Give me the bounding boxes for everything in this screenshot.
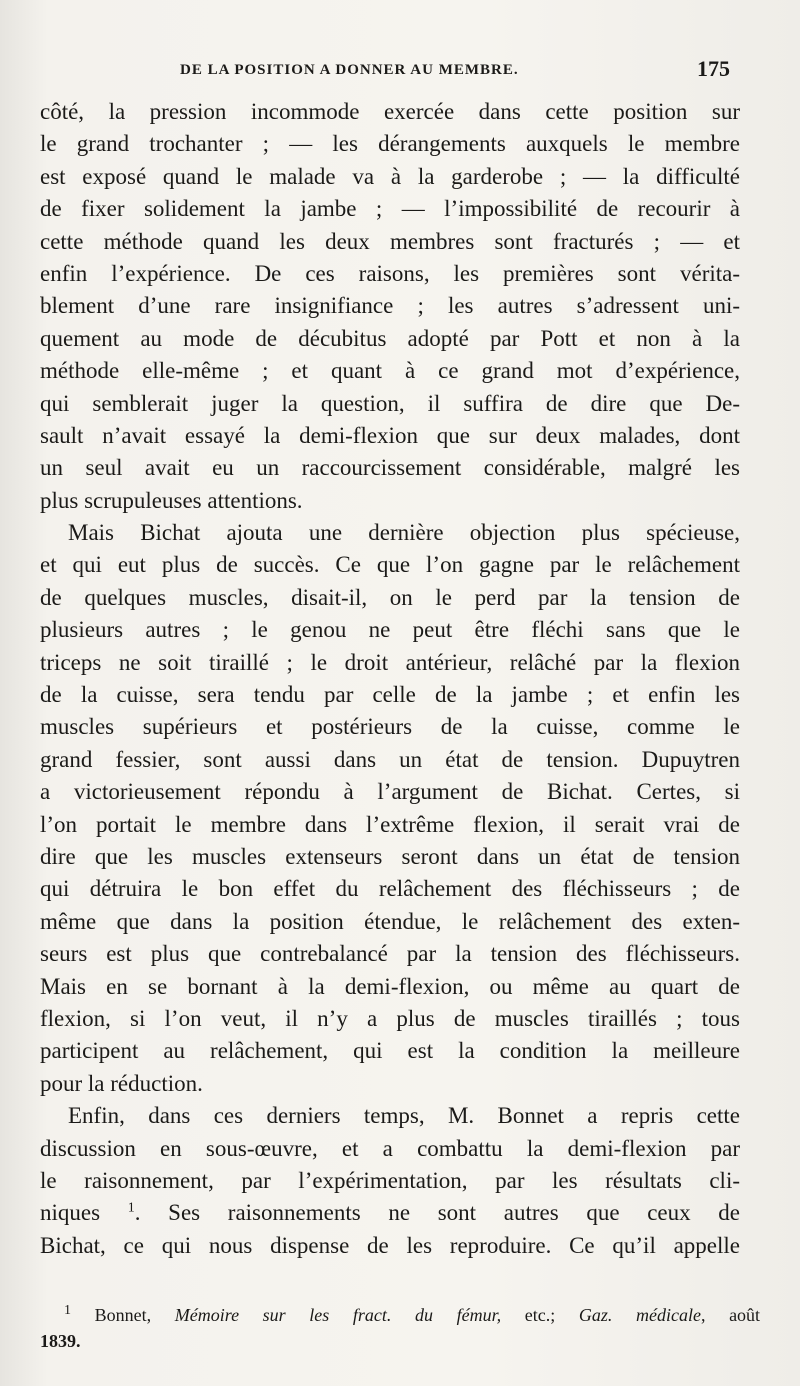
text-segment: . Ses raisonnements ne sont autres que ceux de — [134, 1200, 740, 1226]
footnotes — [40, 1302, 760, 1354]
text-line: plus scrupuleuses attentions. — [40, 487, 303, 513]
page-number: 175 — [697, 56, 730, 81]
text-line: est exposé quand le malade va à la garderobe ; — la difficulté — [40, 163, 740, 189]
text-line: de la cuisse, sera tendu par celle de la jambe ; et enfin les — [40, 682, 740, 708]
footnote-journal: Gaz. médicale — [578, 1305, 701, 1325]
text-line: dire que les muscles extenseurs seront dans un état de tension — [40, 843, 740, 869]
text-line: muscles supérieurs et postérieurs de la cuisse, comme le — [40, 714, 740, 740]
footnote-title: Mémoire sur les fract. du fémur, — [174, 1305, 502, 1325]
text-line: le grand trochanter ; — les dérangements auxquels le membre — [40, 131, 740, 157]
text-line: seurs est plus que contrebalancé par la tension des fléchisseurs. — [40, 941, 740, 967]
footnote-author: Bonnet, — [94, 1305, 152, 1325]
text-line: enfin l’expérience. De ces raisons, les premières sont vérita- — [40, 260, 740, 286]
text-line: de fixer solidement la jambe ; — l’impossibilité de recourir à — [40, 196, 740, 222]
text-line: a victorieusement répondu à l’argument de Bichat. Certes, si — [40, 779, 740, 805]
text-line: Mais Bichat ajouta une dernière objection plus spécieuse, — [68, 520, 740, 546]
text-line: de quelques muscles, disait-il, on le perd par la tension de — [40, 584, 740, 610]
text-line: sault n’avait essayé la demi-flexion que sur deux malades, dont — [40, 422, 740, 448]
text-line: plusieurs autres ; le genou ne peut être fléchi sans que le — [40, 617, 740, 643]
footnote-marker: 1 — [64, 1303, 71, 1318]
text-line: flexion, si l’on veut, il n’y a plus de muscles tiraillés ; tous — [40, 1005, 740, 1031]
footnote-line — [40, 1302, 760, 1328]
text-line: le raisonnement, par l’expérimentation, par les résultats cli- — [40, 1167, 740, 1193]
text-line: qui détruira le bon effet du relâchement des fléchisseurs ; de — [40, 876, 740, 902]
text-line: même que dans la position étendue, le relâchement des exten- — [40, 908, 740, 934]
text-line: pour la réduction. — [40, 1070, 203, 1096]
text-line: et qui eut plus de succès. Ce que l’on gagne par le relâchement — [40, 552, 740, 578]
body-text — [40, 96, 740, 1262]
text-line: méthode elle-même ; et quant à ce grand mot d’expérience, — [40, 358, 740, 384]
page-header — [40, 56, 740, 86]
text-line: qui semblerait juger la question, il suffira de dire que De- — [40, 390, 740, 416]
text-line: blement d’une rare insignifiance ; les autres s’adressent uni- — [40, 293, 740, 319]
text-segment: niques — [40, 1200, 101, 1226]
text-line: côté, la pression incommode exercée dans cette position sur — [40, 99, 740, 124]
footnote-year: 1839. — [40, 1331, 81, 1351]
text-line: Mais en se bornant à la demi-flexion, ou même au quart de — [40, 973, 740, 999]
running-head: DE LA POSITION A DONNER AU MEMBRE. — [180, 62, 519, 78]
text-line: un seul avait eu un raccourcissement considérable, malgré les — [40, 455, 740, 481]
text-line: Enfin, dans ces derniers temps, M. Bonnet a repris cette — [68, 1103, 740, 1129]
footnote-etc: etc.; — [524, 1305, 556, 1325]
text-line: participent au relâchement, qui est la condition la meilleure — [40, 1038, 740, 1064]
text-line: cette méthode quand les deux membres sont fracturés ; — et — [40, 228, 740, 254]
footnote-reference[interactable]: 1 — [127, 1200, 135, 1216]
text-line: l’on portait le membre dans l’extrême flexion, il serait vrai de — [40, 811, 740, 837]
text-line: grand fessier, sont aussi dans un état de tension. Dupuytren — [40, 746, 740, 772]
text-line: triceps ne soit tiraillé ; le droit antérieur, relâché par la flexion — [40, 649, 740, 675]
text-line: quement au mode de décubitus adopté par Pott et non à la — [40, 325, 740, 351]
text-line: Bichat, ce qui nous dispense de les reproduire. Ce qu’il appelle — [40, 1232, 740, 1258]
footnote-date: , août — [700, 1305, 760, 1325]
text-line-with-footnote-ref — [40, 1197, 740, 1229]
text-line: discussion en sous-œuvre, et a combattu la demi-flexion par — [40, 1135, 740, 1161]
